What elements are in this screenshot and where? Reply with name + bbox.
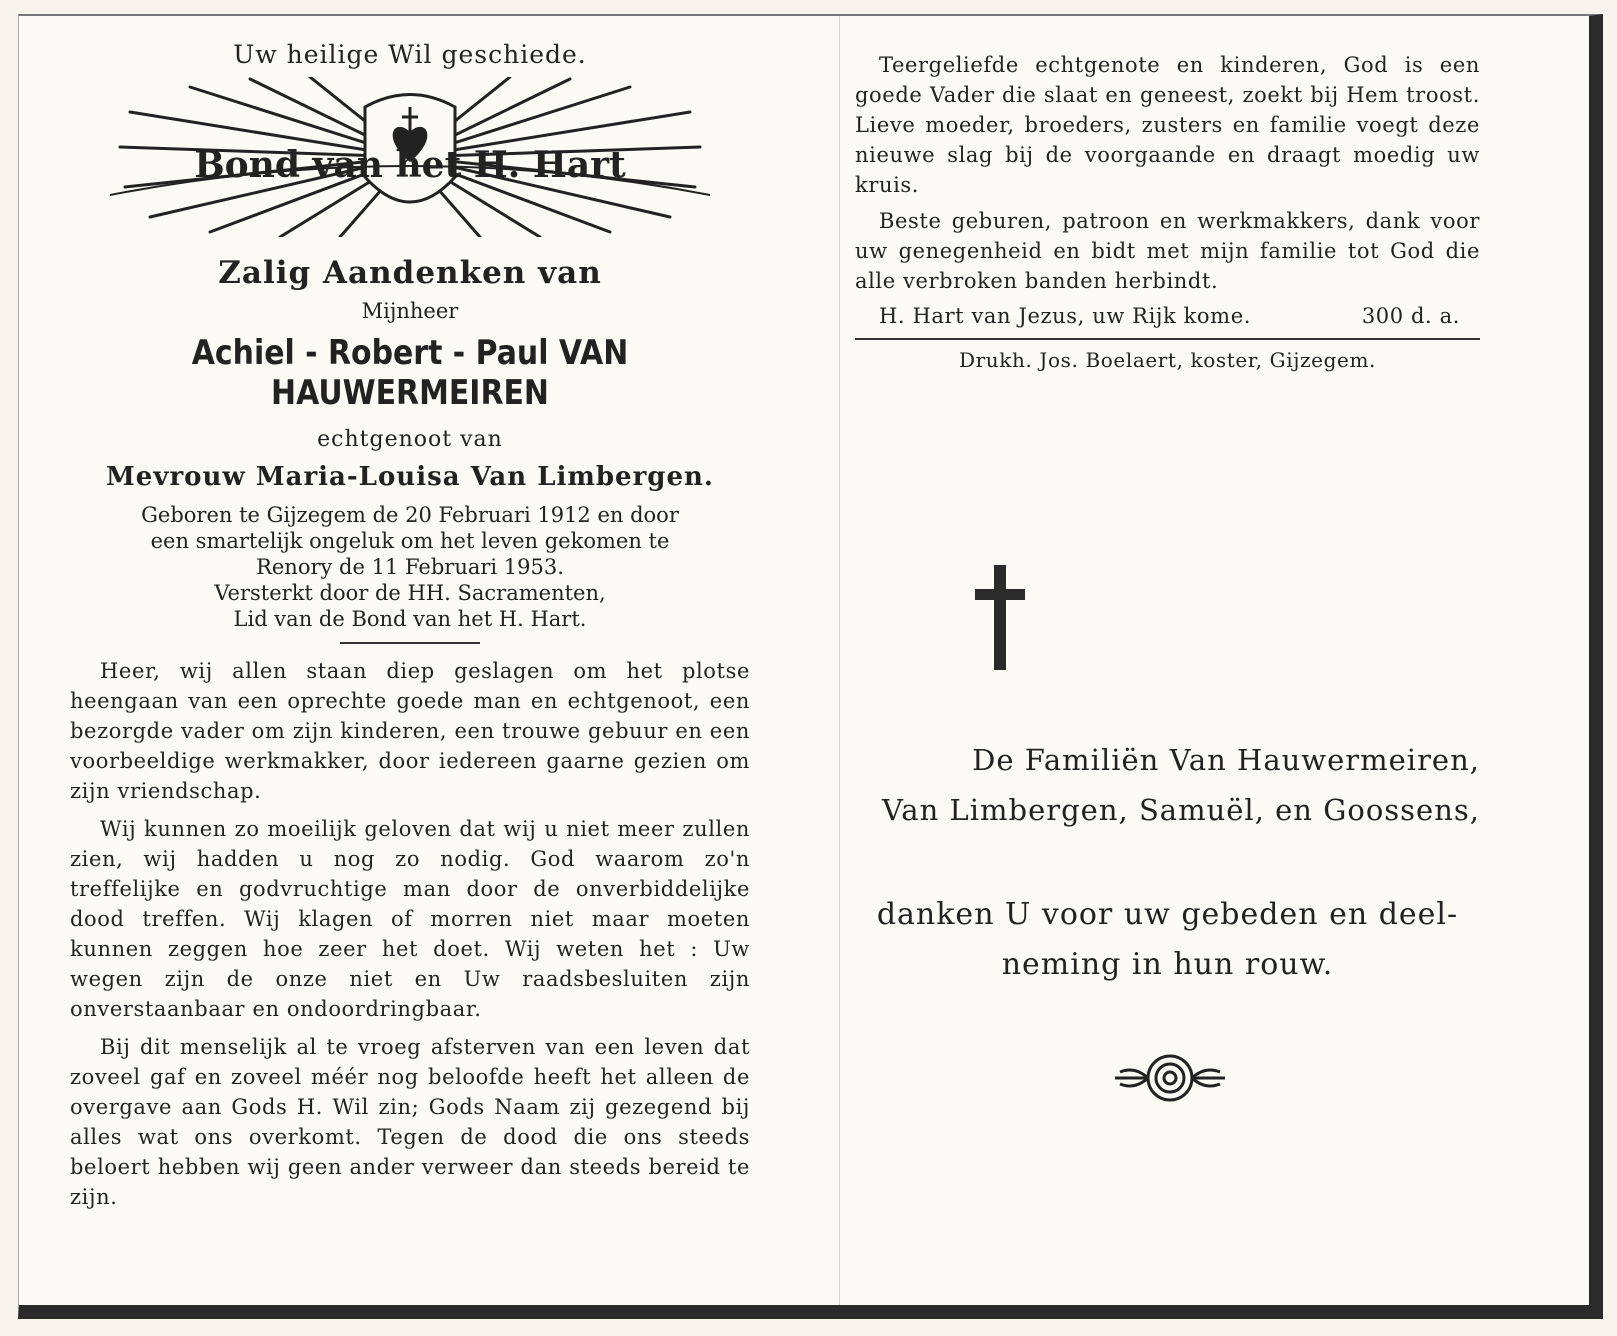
prayer-paragraph: Heer, wij allen staan diep geslagen om het plotse heengaan van een oprechte goede man en echtgenoot, een bezorgde vader om zijn kinderen, een trouwe gebuur en een voorbeeldige werkmakker, door iedereen gaarne gezien om zijn vriendschap. xyxy=(70,659,750,803)
heading-zalig-aandenken: Zalig Aandenken van xyxy=(218,255,602,291)
info-line: Versterkt door de HH. Sacramenten, xyxy=(214,581,606,605)
devotion-line xyxy=(879,304,1480,328)
motto: Uw heilige Wil geschiede. xyxy=(233,40,587,69)
thanks-line: neming in hun rouw. xyxy=(1001,947,1334,982)
spouse-intro: echtgenoot van xyxy=(317,427,503,452)
thanks-line: danken U voor uw gebeden en deel- xyxy=(876,897,1459,932)
divider xyxy=(340,642,480,644)
cross-icon xyxy=(975,565,1025,670)
sacred-heart-emblem xyxy=(110,77,710,237)
fold-line xyxy=(839,16,840,1305)
printer-credit: Drukh. Jos. Boelaert, koster, Gijzegem. xyxy=(959,348,1376,372)
farewell-paragraph: Teergeliefde echtgenote en kinderen, God is een goede Vader die slaat en geneest, zoekt bij Hem troost. Lieve moeder, broeders, zusters en familie voegt deze nieuwe slag bij de voorgaande en draagt moedig uw kruis. xyxy=(855,53,1480,197)
indulgence-text: 300 d. a. xyxy=(1361,304,1460,328)
divider xyxy=(855,338,1480,340)
prayer-paragraph: Bij dit menselijk al te vroeg afsterven van een leven dat zoveel gaf en zoveel méér nog beloofde heeft het alleen de overgave aan Gods H. Wil zin; Gods Naam zij gezegend bij alles wat ons overkomt. Tegen de dood die ons steeds beloert hebben wij geen ander verweer dan steeds bereid te zijn. xyxy=(70,1035,750,1209)
family-line: De Familiën Van Hauwermeiren, xyxy=(972,743,1480,777)
spouse-name: Mevrouw Maria-Louisa Van Limbergen. xyxy=(106,462,714,492)
thanks-text xyxy=(855,890,1480,990)
ornament-icon xyxy=(1115,1048,1225,1108)
family-line: Van Limbergen, Samuël, en Goossens, xyxy=(882,793,1480,827)
emblem-text: Bond van het H. Hart xyxy=(194,144,626,186)
prayer-paragraph: Wij kunnen zo moeilijk geloven dat wij u niet meer zullen zien, wij hadden u nog zo nodig. God waarom zo'n treffelijke en godvruchtige man door de onverbiddelijke dood treffen. Wij klagen of morren niet maar moeten kunnen zeggen hoe zeer het doet. Wij weten het : Uw wegen zijn de onze niet en Uw raadsbesluiten zijn onverstaanbaar en ondoordringbaar. xyxy=(70,817,750,1021)
info-line: een smartelijk ongeluk om het leven gekomen te xyxy=(150,529,670,553)
devotion-text: H. Hart van Jezus, uw Rijk kome. xyxy=(879,304,1251,328)
info-line: Renory de 11 Februari 1953. xyxy=(256,555,564,579)
left-panel xyxy=(70,40,750,1220)
biography xyxy=(70,502,750,632)
deceased-name: Achiel - Robert - Paul VAN HAUWERMEIREN xyxy=(191,333,629,413)
farewell-paragraph: Beste geburen, patroon en werkmakkers, dank voor uw genegenheid en bidt met mijn familie tot God die alle verbroken banden herbindt. xyxy=(855,209,1480,293)
info-line: Lid van de Bond van het H. Hart. xyxy=(233,607,587,631)
honorific: Mijnheer xyxy=(361,299,459,323)
info-line: Geboren te Gijzegem de 20 Februari 1912 en door xyxy=(141,503,679,527)
right-panel xyxy=(855,50,1480,372)
family-names xyxy=(855,735,1480,835)
